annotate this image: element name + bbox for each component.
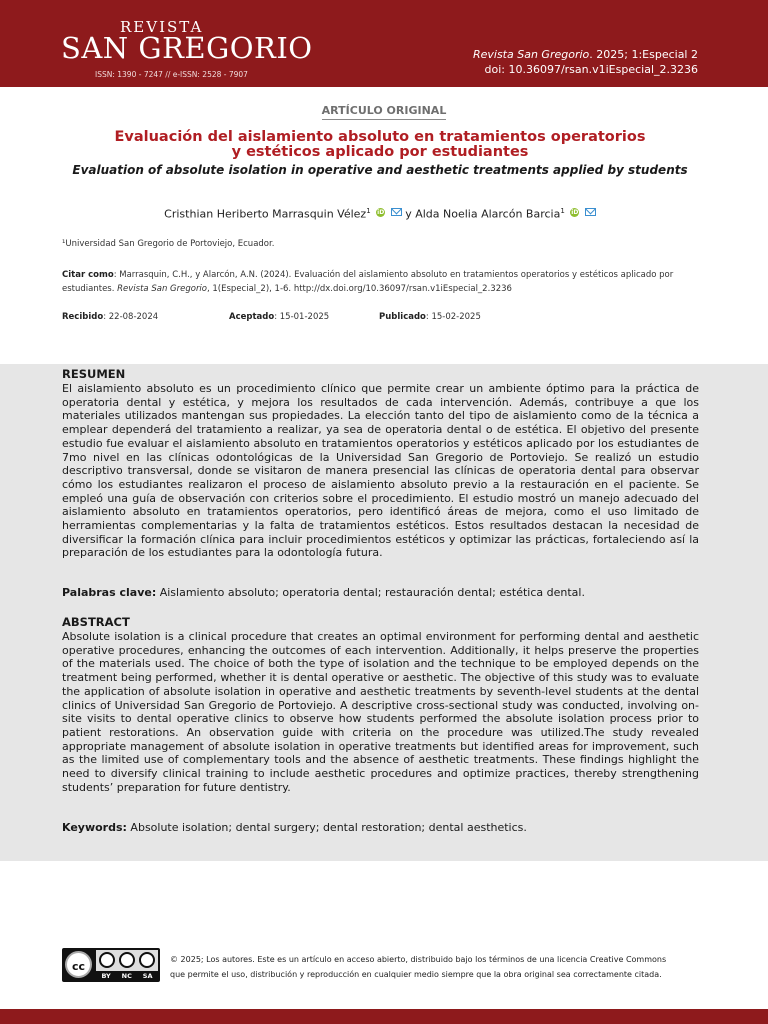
author-affiliation-marker: 1	[560, 207, 565, 215]
license-line-1: © 2025; Los autores. Este es un artículo en acceso abierto, distribuido bajo los términos de una licencia Creative Commons	[170, 955, 667, 964]
license-notice	[170, 952, 710, 982]
sharealike-icon	[139, 952, 155, 968]
journal-issn: ISSN: 1390 - 7247 // e-ISSN: 2528 - 7907	[95, 70, 248, 79]
title-spanish-line-1: Evaluación del aislamiento absoluto en tratamientos operatorios	[114, 129, 646, 145]
citation-text: : Marrasquin, C.H., y Alarcón, A.N. (2024). Evaluación del aislamiento absoluto en tratamientos operatorios y estéticos aplicado por estudiantes.	[62, 270, 674, 294]
abstract-heading: ABSTRACT	[62, 615, 130, 629]
date-received-value: : 22-08-2024	[103, 312, 159, 322]
author-connector: y	[405, 207, 412, 221]
journal-name-small: REVISTA	[120, 18, 204, 36]
title-spanish-line-2: y estéticos aplicado por estudiantes	[231, 144, 529, 160]
journal-doi[interactable]: doi: 10.36097/rsan.v1iEspecial_2.3236	[484, 63, 698, 76]
license-code-by: BY	[101, 972, 111, 980]
abstract-text: Absolute isolation is a clinical procedure that creates an optimal environment for performing dental and aesthetic operative procedures, enhancing the outcomes of each intervention. Additionally, it helps preserve the properties of the materials used. The choice of both the type of isolation and the technique to be employed depends on the treatment being performed, whether it is dental operative or aesthetic. The objective of this study was to evaluate the application of absolute isolation in operative and aesthetic treatments by seventh-level students at the dental clinics of Universidad San Gregorio de Portoviejo. A descriptive cross-sectional study was conducted, involving on-site visits to dental operative clinics to observe how students performed the absolute isolation process prior to patient restorations. An observation guide with criteria on the procedure was utilized.The study revealed appropriate management of absolute isolation in operative treatments but identified areas for improvement, such as the limited use of complementary tools and the absence of aesthetic treatments. These findings highlight the need to diversify clinical training to include aesthetic procedures and optimize practices, thereby strengthening students’ preparation for future dentistry.	[62, 630, 699, 794]
date-published-value: : 15-02-2025	[425, 312, 481, 322]
title-spanish	[0, 130, 760, 160]
orcid-icon[interactable]: iD	[571, 208, 579, 216]
abstract-keywords-value: Absolute isolation; dental surgery; dental restoration; dental aesthetics.	[126, 821, 527, 834]
email-icon[interactable]	[585, 208, 596, 216]
email-icon[interactable]	[391, 208, 402, 216]
noncommercial-icon	[119, 952, 135, 968]
resumen-keywords-value: Aislamiento absoluto; operatoria dental; restauración dental; estética dental.	[156, 586, 585, 599]
date-published-label: Publicado	[379, 312, 426, 322]
license-codes	[96, 972, 158, 980]
attribution-icon	[99, 952, 115, 968]
cc-logo-icon: cc	[65, 951, 92, 978]
resumen-heading: RESUMEN	[62, 367, 126, 381]
license-code-nc: NC	[121, 972, 132, 980]
author-affiliation-marker: 1	[366, 207, 371, 215]
citation-journal: Revista San Gregorio	[117, 284, 207, 294]
creative-commons-badge[interactable]	[62, 948, 160, 982]
resumen-text: El aislamiento absoluto es un procedimiento clínico que permite crear un ambiente óptimo para la práctica de operatoria dental y estética, y mejora los resultados de cada intervención. Además, contribuye a que los materiales utilizados mantengan sus propiedades. La elección tanto del tipo de aislamiento como de la técnica a emplear dependerá del tratamiento a realizar, ya sea de operatoria dental o de estética. El objetivo del presente estudio fue evaluar el aislamiento absoluto en tratamientos operatorios y estéticos aplicado por los estudiantes de 7mo nivel en las clínicas odontológicas de la Universidad San Gregorio de Portoviejo. Se realizó un estudio descriptivo transversal, donde se visitaron de manera presencial las clínicas de operatoria dental para observar cómo los estudiantes realizaron el proceso de aislamiento absoluto previo a la restauración en el paciente. Se empleó una guía de observación con criterios sobre el procedimiento. El estudio mostró un manejo adecuado del aislamiento absoluto en tratamientos operatorios, pero identificó áreas de mejora, como el uso limitado de herramientas complementarias y la falta de tratamientos estéticos. Estos resultados destacan la necesidad de diversificar la formación clínica para incluir procedimientos estéticos y optimizar las prácticas, fortaleciendo así la preparación de los estudiantes para la odontología futura.	[62, 382, 699, 560]
date-accepted-value: : 15-01-2025	[274, 312, 330, 322]
author-name: Cristhian Heriberto Marrasquin Vélez	[164, 207, 367, 221]
journal-ref-name: Revista San Gregorio	[472, 48, 590, 61]
journal-masthead	[0, 0, 768, 87]
date-accepted-label: Aceptado	[229, 312, 275, 322]
orcid-icon[interactable]: iD	[377, 208, 385, 216]
abstract-keywords-label: Keywords:	[62, 821, 127, 834]
date-received-label: Recibido	[62, 312, 104, 322]
author-list	[0, 207, 760, 221]
date-accepted	[229, 312, 329, 322]
date-published	[379, 312, 481, 322]
journal-name-large: SAN GREGORIO	[61, 31, 313, 65]
license-icons	[96, 950, 158, 971]
date-received	[62, 312, 158, 322]
license-line-2: que permite el uso, distribución y reproducción en cualquier medio siempre que la obra original sea correctamente citada.	[170, 970, 662, 979]
title-english: Evaluation of absolute isolation in operative and aesthetic treatments applied by students	[72, 163, 688, 177]
citation-label: Citar como	[62, 270, 114, 280]
license-code-sa: SA	[142, 972, 153, 980]
author-name: Alda Noelia Alarcón Barcia	[415, 207, 561, 221]
abstract-keywords	[62, 821, 708, 834]
citation-text-end[interactable]: , 1(Especial_2), 1-6. http://dx.doi.org/10.36097/rsan.v1iEspecial_2.3236	[207, 284, 512, 294]
article-type	[0, 104, 768, 117]
citation	[62, 268, 708, 296]
journal-reference	[473, 47, 698, 77]
journal-ref-volume: . 2025; 1:Especial 2	[589, 48, 698, 61]
affiliation: ¹Universidad San Gregorio de Portoviejo, Ecuador.	[62, 239, 275, 249]
footer-band	[0, 1009, 768, 1024]
resumen-keywords-label: Palabras clave:	[62, 586, 157, 599]
article-type-label: ARTÍCULO ORIGINAL	[322, 104, 447, 120]
resumen-keywords	[62, 586, 708, 599]
